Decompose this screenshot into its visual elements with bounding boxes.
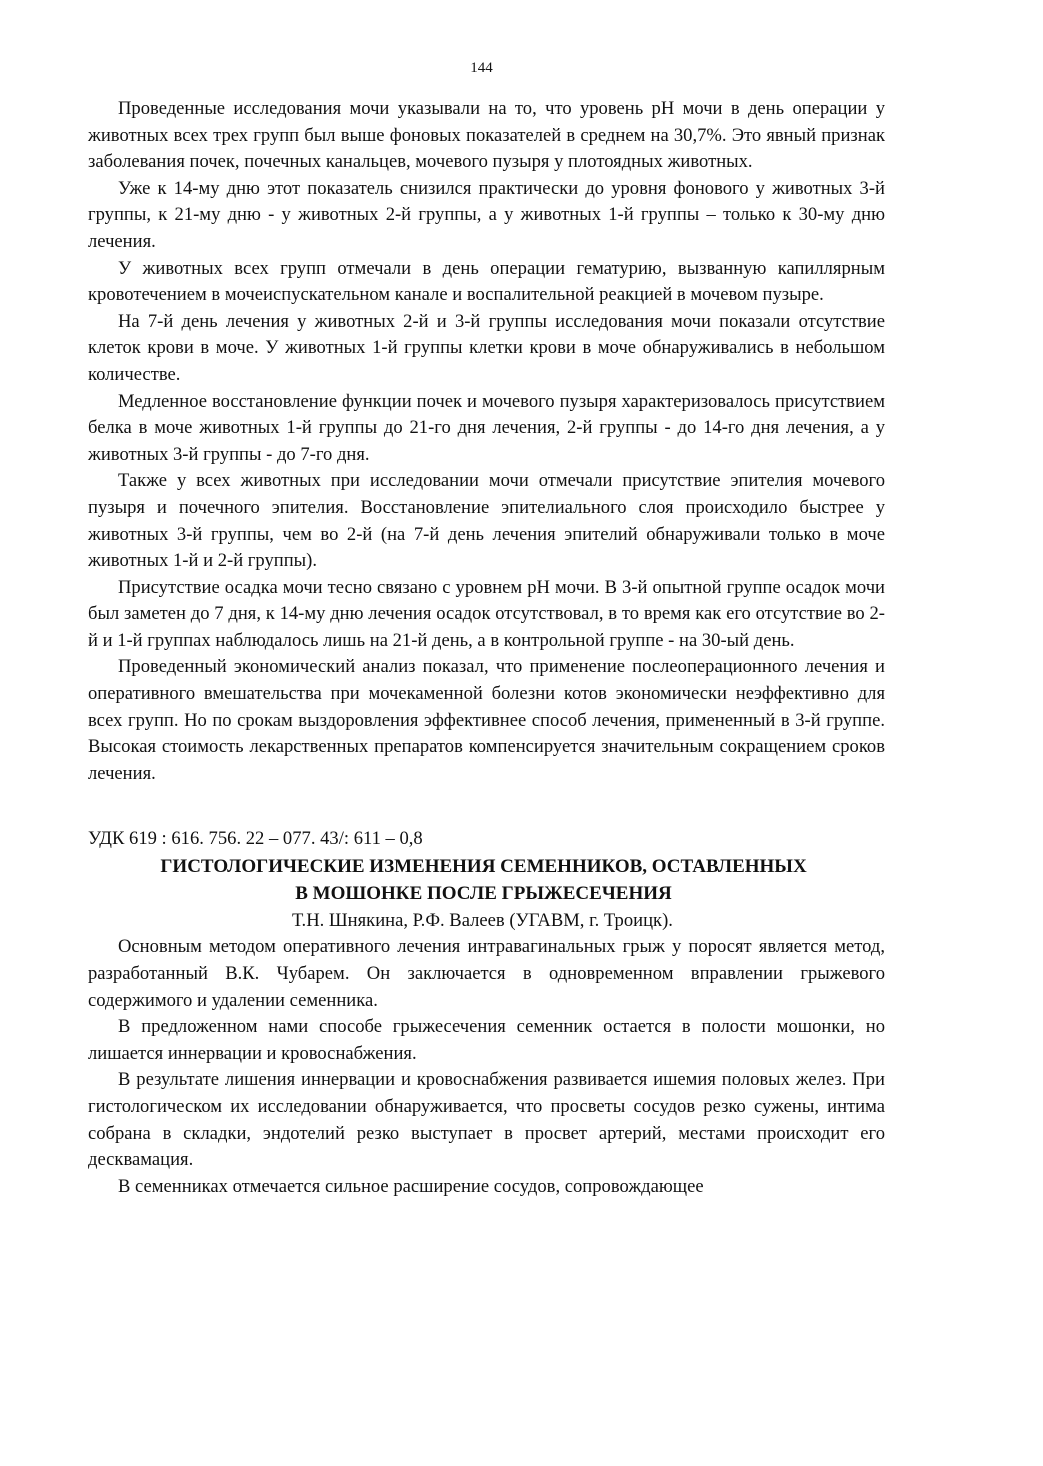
article-paragraph: Основным методом оперативного лечения интравагинальных грыж у поросят является метод, разработанный В.К. Чубарем. Он заключается в одновременном вправлении грыжевого содержимого и удалении семенника. [88,936,885,1011]
body-paragraph: Медленное восстановление функции почек и мочевого пузыря характеризовалось присутствием белка в моче животных 1-й группы до 21-го дня лечения, 2-й группы - до 14-го дня лечения, а у животных 3-й группы - до 7-го дня. [88,390,885,465]
article-title [82,853,885,907]
article-paragraph: В семенниках отмечается сильное расширение сосудов, сопровождающее [118,1175,704,1197]
body-paragraph: Проведенные исследования мочи указывали на то, что уровень рН мочи в день операции у животных всех трех групп был выше фоновых показателей в среднем на 30,7%. Это явный признак заболевания почек, почечных канальцев, мочевого пузыря у плотоядных животных. [88,98,885,173]
udc-code: УДК 619 : 616. 756. 22 – 077. 43/: 611 – 0,8 [88,828,423,850]
previous-article-body [88,96,885,787]
body-paragraph: У животных всех групп отмечали в день операции гематурию, вызванную капиллярным кровотечением в мочеиспускательном канале и воспалительной реакцией в мочевом пузыре. [88,257,885,306]
body-paragraph: На 7-й день лечения у животных 2-й и 3-й группы исследования мочи показали отсутствие клеток крови в моче. У животных 1-й группы клетки крови в моче обнаруживались в небольшом количестве. [88,310,885,385]
article-title-line: В МОШОНКЕ ПОСЛЕ ГРЫЖЕСЕЧЕНИЯ [295,883,672,905]
article-paragraph: В предложенном нами способе грыжесечения семенник остается в полости мошонки, но лишается иннервации и кровоснабжения. [88,1016,885,1064]
article-authors: Т.Н. Шнякина, Р.Ф. Валеев (УГАВМ, г. Троицк). [292,910,673,932]
body-paragraph: Уже к 14-му дню этот показатель снизился практически до уровня фонового у животных 3-й группы, к 21-му дню - у животных 2-й группы, а у животных 1-й группы – только к 30-му дню лечения. [88,177,885,252]
article-paragraph: В результате лишения иннервации и кровоснабжения развивается ишемия половых желез. При гистологическом их исследовании обнаруживается, что просветы сосудов резко сужены, интима собрана в складки, эндотелий резко выступает в просвет артерий, местами происходит его десквамация. [88,1069,885,1171]
body-paragraph: Проведенный экономический анализ показал, что применение послеоперационного лечения и оперативного вмешательства при мочекаменной болезни котов экономически неэффективно для всех групп. Но по срокам выздоровления эффективнее способ лечения, примененный в 3-й группе. Высокая стоимость лекарственных препаратов компенсируется значительным сокращением сроков лечения. [88,656,885,784]
document-page [88,58,885,1200]
section-spacer [88,787,885,825]
article-section [88,825,885,1200]
body-paragraph: Присутствие осадка мочи тесно связано с уровнем рН мочи. В 3-й опытной группе осадок мочи был заметен до 7 дня, к 14-му дню лечения осадок отсутствовал, в то время как его отсутствие во 2-й и 1-й группах наблюдалось лишь на 21-й день, а в контрольной группе - на 30-ый день. [88,576,885,651]
article-title-line: ГИСТОЛОГИЧЕСКИЕ ИЗМЕНЕНИЯ СЕМЕННИКОВ, ОСТАВЛЕННЫХ [160,856,807,878]
body-paragraph: Также у всех животных при исследовании мочи отмечали присутствие эпителия мочевого пузыря и почечного эпителия. Восстановление эпителиального слоя происходило быстрее у животных 3-й группы, чем во 2-й (на 7-й день лечения эпителий обнаруживали только в моче животных 1-й и 2-й группы). [88,470,885,572]
page-number: 144 [470,60,493,76]
